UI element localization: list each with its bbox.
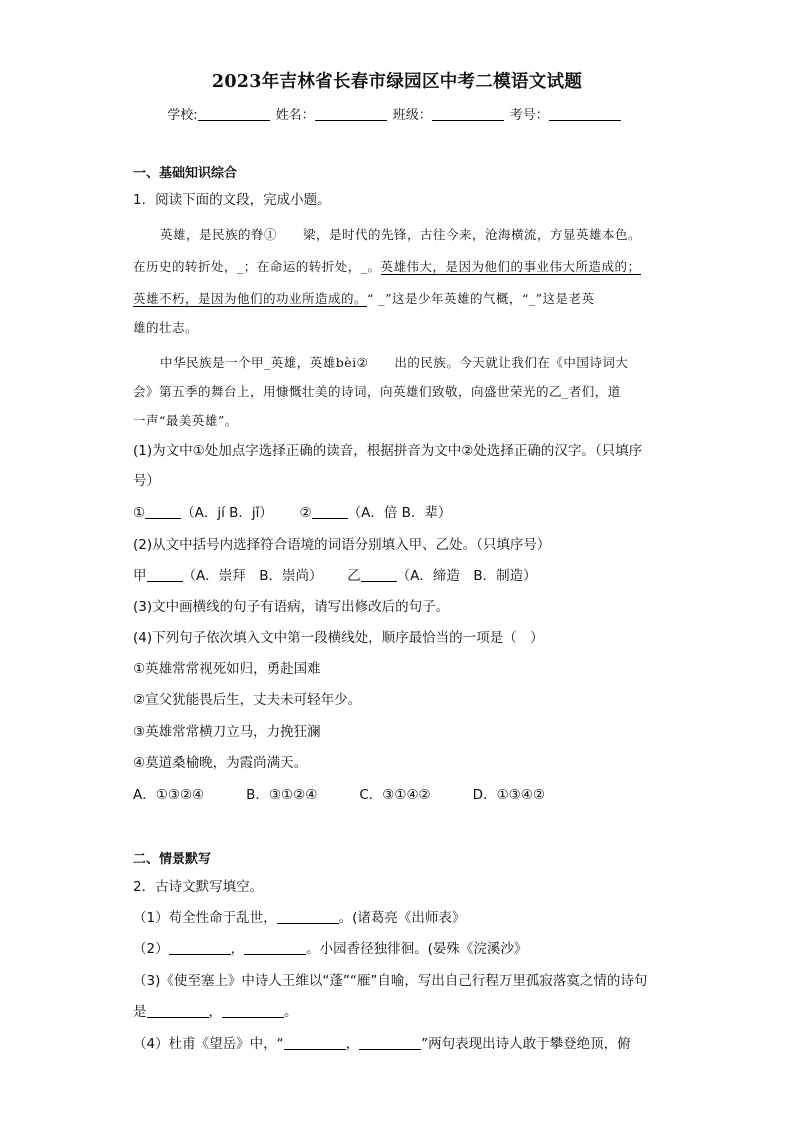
sentence-option-3: ③英雄常常横刀立马，力挽狂澜	[133, 724, 321, 740]
question-2-intro: 2．古诗文默写填空。	[133, 879, 264, 895]
passage-line: 会》第五季的舞台上，用慷慨壮美的诗词，向英雄们致敬，向盛世荣光的乙_者们，道	[133, 384, 621, 399]
choice-b[interactable]: B．③①②④	[246, 787, 318, 803]
passage-line: 一声“最美英雄”。	[133, 413, 238, 428]
answer-options: （A．倍 B．辈）	[347, 505, 452, 521]
answer-options: （A．崇拜 B．崇尚）	[182, 568, 323, 584]
recitation-line-1	[133, 910, 465, 926]
recitation-text: 。(诸葛亮《出师表》	[338, 910, 466, 926]
answer-options: （A．jí B．jǐ）	[181, 505, 273, 521]
subquestion-2-answers	[133, 568, 537, 584]
recitation-line-3-cont	[133, 1004, 298, 1020]
question-1-intro: 1．阅读下面的文段，完成小题。	[133, 192, 331, 208]
choice-a[interactable]: A．①③②④	[133, 787, 205, 803]
answer-blank[interactable]	[145, 505, 181, 519]
subquestion-4: (4)下列句子依次填入文中第一段横线处，顺序最恰当的一项是（ ）	[133, 630, 544, 646]
recitation-text: ，	[208, 1004, 222, 1020]
answer-marker: 甲	[133, 568, 147, 584]
recitation-text: （2）	[133, 941, 169, 957]
answer-blank[interactable]	[359, 1036, 421, 1050]
passage-line: 雄的壮志。	[133, 320, 199, 335]
passage-line	[133, 257, 667, 275]
passage-text: “ _”这是少年英雄的气概，“_”这是老英	[367, 291, 595, 306]
answer-marker: ①	[133, 505, 146, 521]
choice-d[interactable]: D．①③④②	[472, 787, 545, 803]
answer-blank[interactable]	[361, 568, 397, 582]
answer-blank[interactable]	[169, 941, 231, 955]
underlined-sentence: 英雄不朽，是因为他们的功业所造成的。	[133, 291, 368, 306]
recitation-text: （4）杜甫《望岳》中，“	[133, 1036, 284, 1052]
recitation-text: ，	[345, 1036, 360, 1052]
answer-blank[interactable]	[244, 941, 306, 955]
recitation-text: ，	[230, 941, 245, 957]
school-field[interactable]	[198, 106, 270, 121]
answer-marker: ②	[299, 505, 312, 521]
name-label: 姓名：	[275, 108, 315, 123]
answer-blank[interactable]	[147, 568, 183, 582]
answer-blank[interactable]	[222, 1004, 284, 1018]
recitation-line-3: （3)《使至塞上》中诗人王维以“蓬”“雁”自喻，写出自己行程万里孤寂落寞之情的诗句	[133, 973, 648, 989]
recitation-text: 是	[133, 1004, 147, 1020]
school-label: 学校:	[167, 108, 198, 123]
choice-c[interactable]: C．③①④②	[359, 787, 431, 803]
name-field[interactable]	[315, 106, 387, 121]
choice-row	[133, 787, 545, 803]
sentence-option-1: ①英雄常常视死如归，勇赴国难	[133, 661, 321, 677]
class-field[interactable]	[432, 106, 504, 121]
recitation-text: （1）苟全性命于乱世，	[133, 910, 277, 926]
page-title: 2023年吉林省长春市绿园区中考二模语文试题	[211, 72, 583, 92]
subquestion-2: (2)从文中括号内选择符合语境的词语分别填入甲、乙处。（只填序号）	[133, 537, 551, 553]
sentence-option-2: ②宣父犹能畏后生，丈夫未可轻年少。	[133, 692, 362, 708]
answer-blank[interactable]	[312, 505, 348, 519]
recitation-text: 。小园香径独徘徊。(晏殊《浣溪沙》	[306, 941, 528, 957]
recitation-text: 。	[284, 1004, 298, 1020]
recitation-line-4	[133, 1036, 631, 1052]
section-heading-2: 二、情景默写	[133, 852, 212, 867]
recitation-line-2	[133, 941, 527, 957]
answer-blank[interactable]	[277, 910, 339, 924]
answer-blank[interactable]	[284, 1036, 346, 1050]
number-label: 考号：	[509, 108, 549, 123]
number-field[interactable]	[549, 106, 621, 121]
answer-options: （A．缔造 B．制造）	[396, 568, 537, 584]
subquestion-3: (3)文中画横线的句子有语病，请写出修改后的句子。	[133, 599, 450, 615]
underlined-sentence: 英雄伟大，是因为他们的事业伟大所造成的；	[380, 259, 641, 274]
recitation-text: ”两句表现出诗人敢于攀登绝顶，俯	[421, 1036, 631, 1052]
subquestion-1-answers	[133, 505, 451, 521]
student-info-line	[0, 104, 794, 123]
passage-text: 在历史的转折处，_；在命运的转折处，_。	[133, 259, 381, 274]
passage-line: 英雄，是民族的脊① 梁，是时代的先锋，古往今来，沧海横流，方显英雄本色。	[160, 227, 642, 242]
passage-line	[133, 289, 667, 307]
sentence-option-4: ④莫道桑榆晚，为霞尚满天。	[133, 755, 308, 771]
passage-line: 中华民族是一个甲_英雄，英雄bèi② 出的民族。今天就让我们在《中国诗词大	[160, 355, 629, 370]
section-heading-1: 一、基础知识综合	[133, 166, 238, 181]
answer-marker: 乙	[347, 568, 361, 584]
subquestion-1: (1)为文中①处加点字选择正确的读音，根据拼音为文中②处选择正确的汉字。（只填序	[133, 443, 643, 459]
class-label: 班级：	[392, 108, 432, 123]
subquestion-1-cont: 号）	[133, 473, 160, 489]
answer-blank[interactable]	[147, 1004, 209, 1018]
